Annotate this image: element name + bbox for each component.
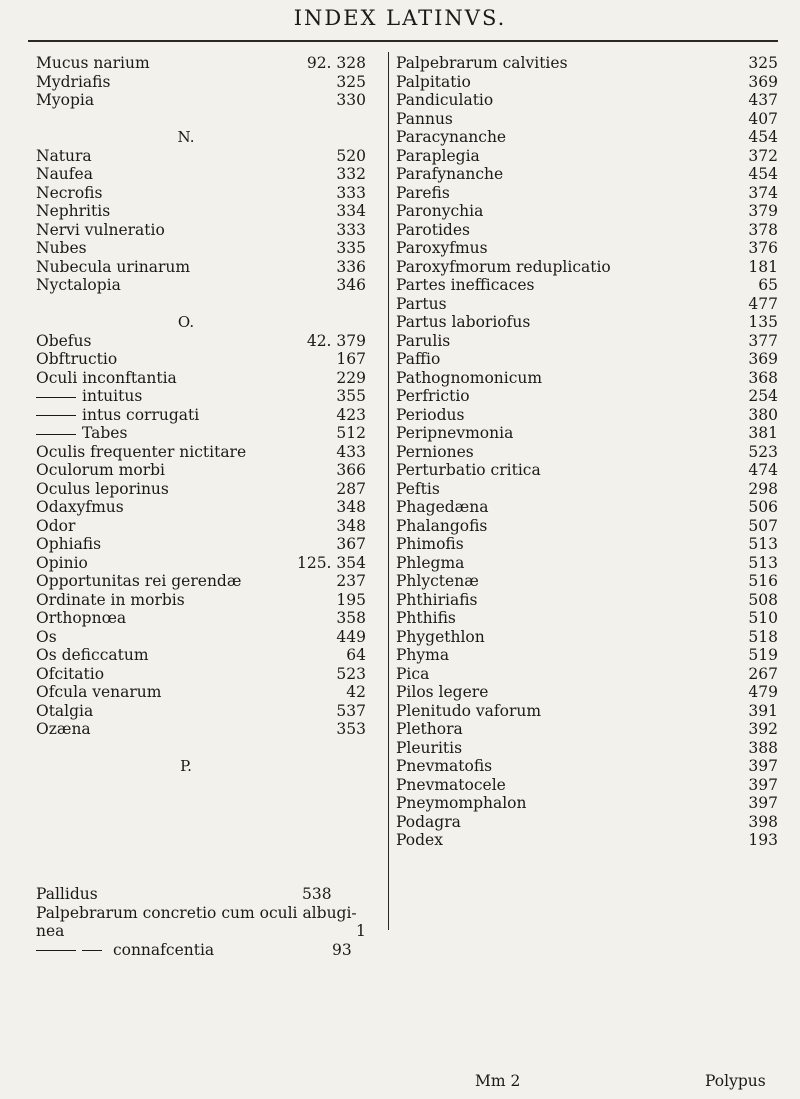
index-term: Phalangofis xyxy=(396,516,488,535)
index-term: Phlyctenæ xyxy=(396,572,479,590)
index-entry xyxy=(396,109,778,129)
index-page-ref: 135 xyxy=(748,313,778,331)
index-page-ref: 298 xyxy=(748,479,778,498)
index-entry xyxy=(36,701,366,721)
index-term: Paraplegia xyxy=(396,146,480,165)
index-page-ref: 367 xyxy=(336,535,366,553)
index-page-ref: 195 xyxy=(336,590,366,609)
index-entry xyxy=(36,405,366,425)
index-term: Paroxyfmorum reduplicatio xyxy=(396,257,611,276)
index-entry xyxy=(396,590,778,610)
index-page-ref: 325 xyxy=(336,72,366,91)
section-letter: P. xyxy=(180,757,192,775)
index-page-ref: 437 xyxy=(748,91,778,109)
index-page-ref: 348 xyxy=(336,498,366,516)
index-term: Phagedæna xyxy=(396,498,489,516)
ditto-dash xyxy=(36,950,76,951)
index-entry xyxy=(36,368,366,388)
index-page-ref: 287 xyxy=(336,479,366,498)
index-entry xyxy=(396,294,778,314)
index-page-ref: 449 xyxy=(336,627,366,646)
index-term: intuitus xyxy=(36,387,142,406)
index-page-ref: 378 xyxy=(748,220,778,239)
index-page-ref: 42. 379 xyxy=(306,331,366,350)
index-entry xyxy=(396,368,778,388)
index-entry xyxy=(396,239,778,258)
index-page-ref: 64 xyxy=(346,646,366,664)
index-term: Opinio xyxy=(36,553,88,572)
index-entry xyxy=(396,757,778,776)
index-term: Pallidus xyxy=(36,885,98,903)
index-entry xyxy=(396,424,778,443)
index-term: Parefis xyxy=(396,183,450,202)
index-entry xyxy=(396,701,778,721)
index-page-ref: 392 xyxy=(748,720,778,738)
index-page-ref: 193 xyxy=(748,831,778,849)
section-letter: N. xyxy=(177,128,195,146)
index-term: Pathognomonicum xyxy=(396,368,543,387)
index-page-ref: 369 xyxy=(748,72,778,91)
index-term: Phthifis xyxy=(396,609,456,627)
index-entry xyxy=(36,683,366,702)
index-entry xyxy=(396,220,778,240)
index-entry xyxy=(396,553,778,573)
index-term: Mydriafis xyxy=(36,72,111,91)
index-entry xyxy=(396,627,778,647)
index-entry xyxy=(36,424,366,443)
ditto-dash xyxy=(36,415,76,416)
index-page-ref: 334 xyxy=(336,202,366,220)
index-page-ref: 379 xyxy=(748,202,778,220)
index-page-ref: 355 xyxy=(336,387,366,405)
index-entry xyxy=(36,664,366,684)
index-term: Pannus xyxy=(396,109,453,128)
index-term: Obefus xyxy=(36,331,92,350)
index-term: Nubes xyxy=(36,239,87,257)
index-page-ref: 513 xyxy=(748,553,778,572)
index-entry xyxy=(36,609,366,628)
index-entry xyxy=(36,91,366,110)
index-term: Paffio xyxy=(396,350,441,368)
index-term: Phthiriafis xyxy=(396,590,478,609)
index-page-ref: 167 xyxy=(336,350,366,368)
index-page-ref: 520 xyxy=(336,146,366,165)
index-entry xyxy=(36,146,366,166)
index-term: Pneymomphalon xyxy=(396,794,527,812)
index-entry xyxy=(36,239,366,258)
index-term: Phygethlon xyxy=(396,627,485,646)
index-term: Odaxyfmus xyxy=(36,498,124,516)
index-page-ref: 454 xyxy=(748,165,778,183)
index-term: Perfrictio xyxy=(396,387,470,405)
index-page-ref: 407 xyxy=(748,109,778,128)
index-page-ref: 381 xyxy=(748,424,778,442)
index-term: Phimofis xyxy=(396,535,464,553)
index-entry xyxy=(396,535,778,554)
index-page-ref: 507 xyxy=(748,516,778,535)
index-term: Palpebrarum concretio cum oculi albugi- xyxy=(36,903,357,922)
index-term: Pnevmatofis xyxy=(396,757,493,775)
index-page-ref: 372 xyxy=(748,146,778,165)
index-entry xyxy=(396,183,778,203)
index-page-ref: 506 xyxy=(748,498,778,516)
index-entry xyxy=(396,128,778,147)
index-entry xyxy=(396,54,778,73)
index-entry xyxy=(36,479,366,499)
index-entry xyxy=(396,738,778,758)
index-term: Parulis xyxy=(396,331,451,350)
index-entry xyxy=(396,91,778,110)
index-page-ref: 366 xyxy=(336,461,366,479)
section-letter: O. xyxy=(177,313,195,331)
index-entry xyxy=(396,276,778,295)
index-entry xyxy=(36,165,366,184)
index-page-ref: 368 xyxy=(748,368,778,387)
index-entry xyxy=(36,202,366,221)
index-term: Ofcitatio xyxy=(36,664,105,683)
index-entry xyxy=(36,331,366,351)
index-term: Natura xyxy=(36,146,92,165)
spacer xyxy=(36,739,336,758)
index-page-ref: 477 xyxy=(748,294,778,313)
index-term: Pandiculatio xyxy=(396,91,494,109)
index-page-ref: 377 xyxy=(748,331,778,350)
index-page-ref: 380 xyxy=(748,405,778,424)
index-term: Partus xyxy=(396,294,447,313)
index-term: Oculorum morbi xyxy=(36,461,165,479)
index-page-ref: 93 xyxy=(332,940,352,959)
index-term: Otalgia xyxy=(36,701,94,720)
index-entry xyxy=(36,183,366,203)
index-entry xyxy=(36,350,366,369)
index-term: Oculi inconftantia xyxy=(36,368,177,387)
index-entry xyxy=(36,646,366,665)
index-term: nea xyxy=(36,922,65,940)
index-page-ref: 537 xyxy=(336,701,366,720)
index-entry xyxy=(396,498,778,517)
right-column xyxy=(396,54,778,850)
index-term: Nervi vulneratio xyxy=(36,220,165,239)
index-entry xyxy=(36,461,366,480)
index-term: Periodus xyxy=(396,405,465,424)
index-term: Palpitatio xyxy=(396,72,471,91)
index-term: Plethora xyxy=(396,720,463,738)
index-page-ref: 267 xyxy=(748,664,778,683)
index-page-ref: 512 xyxy=(336,424,366,442)
index-entry xyxy=(36,516,366,536)
index-page-ref: 237 xyxy=(336,572,366,590)
index-term: Palpebrarum calvities xyxy=(396,54,568,72)
index-page-ref: 374 xyxy=(748,183,778,202)
index-term: Paracynanche xyxy=(396,128,507,146)
index-term: Partus laboriofus xyxy=(396,313,531,331)
index-entry xyxy=(36,387,366,406)
index-entry xyxy=(396,331,778,351)
spacer xyxy=(36,295,336,314)
index-term: Myopia xyxy=(36,91,95,109)
index-entry xyxy=(396,720,778,739)
index-entry xyxy=(396,350,778,369)
column-divider xyxy=(388,52,389,930)
index-term: Obftructio xyxy=(36,350,118,368)
index-entry xyxy=(36,220,366,240)
index-term: Nubecula urinarum xyxy=(36,257,191,276)
ditto-dash xyxy=(36,397,76,398)
spacer xyxy=(36,110,336,129)
index-page-ref: 518 xyxy=(748,627,778,646)
index-page-ref: 454 xyxy=(748,128,778,146)
index-entry xyxy=(36,498,366,517)
index-term: Pleuritis xyxy=(396,738,463,757)
index-term: Pica xyxy=(396,664,430,683)
index-page-ref: 330 xyxy=(336,91,366,109)
index-entry xyxy=(396,72,778,92)
index-page-ref: 42 xyxy=(346,683,366,701)
index-page-ref: 519 xyxy=(748,646,778,664)
index-entry xyxy=(396,165,778,184)
index-term: Perturbatio critica xyxy=(396,461,541,479)
index-entry xyxy=(396,202,778,221)
index-term: Odor xyxy=(36,516,76,535)
palpebrarum-entry xyxy=(36,885,376,959)
index-entry xyxy=(36,720,366,739)
index-page-ref: 510 xyxy=(748,609,778,627)
index-term: Parotides xyxy=(396,220,470,239)
index-term: Mucus narium xyxy=(36,54,150,72)
index-page-ref: 335 xyxy=(336,239,366,257)
index-entry xyxy=(36,442,366,462)
index-page-ref: 523 xyxy=(748,442,778,461)
index-term: Perniones xyxy=(396,442,474,461)
index-page-ref: 391 xyxy=(748,701,778,720)
index-page-ref: 516 xyxy=(748,572,778,590)
index-term: Opportunitas rei gerendæ xyxy=(36,572,242,590)
index-entry xyxy=(396,664,778,684)
index-entry xyxy=(396,812,778,832)
index-term: connafcentia xyxy=(112,940,215,959)
index-term: Pnevmatocele xyxy=(396,775,506,794)
signature-mark: Mm 2 xyxy=(475,1072,521,1090)
header-rule xyxy=(28,40,778,42)
index-entry xyxy=(36,257,366,277)
index-term: Phlegma xyxy=(396,553,465,572)
index-entry xyxy=(36,72,366,92)
index-entry xyxy=(396,516,778,536)
index-entry xyxy=(396,646,778,665)
index-entry xyxy=(396,461,778,480)
index-term: intus corrugati xyxy=(36,406,199,425)
index-entry xyxy=(396,405,778,425)
page-header: INDEX LATINVS. xyxy=(293,6,507,30)
index-term: Podex xyxy=(396,831,443,849)
index-term: Ordinate in morbis xyxy=(36,590,185,609)
index-term: Ozæna xyxy=(36,720,91,738)
index-page-ref: 433 xyxy=(336,442,366,461)
index-page-ref: 254 xyxy=(748,387,778,405)
index-entry xyxy=(396,683,778,702)
index-page-ref: 397 xyxy=(748,794,778,812)
index-page-ref: 398 xyxy=(748,812,778,831)
index-term: Os deficcatum xyxy=(36,646,149,664)
index-entry xyxy=(396,146,778,166)
index-page-ref: 508 xyxy=(748,590,778,609)
index-term: Peftis xyxy=(396,479,440,498)
index-entry xyxy=(36,553,366,573)
index-page-ref: 348 xyxy=(336,516,366,535)
left-column xyxy=(36,54,366,776)
index-entry xyxy=(396,387,778,406)
index-term: Ofcula venarum xyxy=(36,683,162,701)
index-term: Nyctalopia xyxy=(36,276,121,294)
catchword: Polypus xyxy=(705,1072,766,1090)
index-page-ref: 358 xyxy=(336,609,366,627)
index-page-ref: 474 xyxy=(748,461,778,479)
index-page-ref: 1 xyxy=(356,922,366,940)
index-page-ref: 388 xyxy=(748,738,778,757)
index-term: Plenitudo vaforum xyxy=(396,701,542,720)
index-entry xyxy=(36,535,366,554)
index-entry xyxy=(396,442,778,462)
index-entry xyxy=(36,590,366,610)
index-term: Necrofis xyxy=(36,183,103,202)
ditto-dash xyxy=(36,434,76,435)
index-entry xyxy=(396,479,778,499)
index-page-ref: 376 xyxy=(748,239,778,257)
index-page-ref: 325 xyxy=(748,54,778,72)
index-term: Paronychia xyxy=(396,202,484,220)
index-term: Tabes xyxy=(36,424,127,443)
index-entry xyxy=(396,794,778,813)
index-term: Os xyxy=(36,627,57,646)
index-term: Paroxyfmus xyxy=(396,239,488,257)
index-entry xyxy=(36,572,366,591)
index-entry xyxy=(396,775,778,795)
index-page-ref: 333 xyxy=(336,220,366,239)
index-term: Ophiafis xyxy=(36,535,102,553)
index-page-ref: 397 xyxy=(748,757,778,775)
index-entry xyxy=(396,313,778,332)
index-entry xyxy=(36,54,366,73)
index-page-ref: 423 xyxy=(336,405,366,424)
index-term: Oculis frequenter nictitare xyxy=(36,442,247,461)
index-page-ref: 92. 328 xyxy=(306,54,366,72)
index-page-ref: 332 xyxy=(336,165,366,183)
index-page-ref: 346 xyxy=(336,276,366,294)
index-entry xyxy=(396,831,778,850)
index-page-ref: 369 xyxy=(748,350,778,368)
index-page-ref: 353 xyxy=(336,720,366,738)
index-term: Peripnevmonia xyxy=(396,424,514,442)
index-term: Nephritis xyxy=(36,202,111,220)
index-page-ref: 125. 354 xyxy=(296,553,366,572)
index-term: Oculus leporinus xyxy=(36,479,169,498)
index-page-ref: 181 xyxy=(748,257,778,276)
index-page-ref: 397 xyxy=(748,775,778,794)
index-page-ref: 333 xyxy=(336,183,366,202)
index-term: Parafynanche xyxy=(396,165,504,183)
index-page-ref: 65 xyxy=(758,276,778,294)
index-term: Pilos legere xyxy=(396,683,489,701)
index-entry xyxy=(36,627,366,647)
index-entry xyxy=(396,257,778,277)
index-page-ref: 513 xyxy=(748,535,778,553)
index-entry xyxy=(396,609,778,628)
index-page-ref: 479 xyxy=(748,683,778,701)
index-page-ref: 523 xyxy=(336,664,366,683)
index-entry xyxy=(36,276,366,295)
index-page-ref: 336 xyxy=(336,257,366,276)
index-term: Naufea xyxy=(36,165,93,183)
index-page-ref: 538 xyxy=(302,885,332,903)
index-term: Partes inefficaces xyxy=(396,276,535,294)
index-term: Orthopnœa xyxy=(36,609,127,627)
index-entry xyxy=(396,572,778,591)
index-term: Podagra xyxy=(396,812,461,831)
index-page-ref: 229 xyxy=(336,368,366,387)
index-term: Phyma xyxy=(396,646,450,664)
